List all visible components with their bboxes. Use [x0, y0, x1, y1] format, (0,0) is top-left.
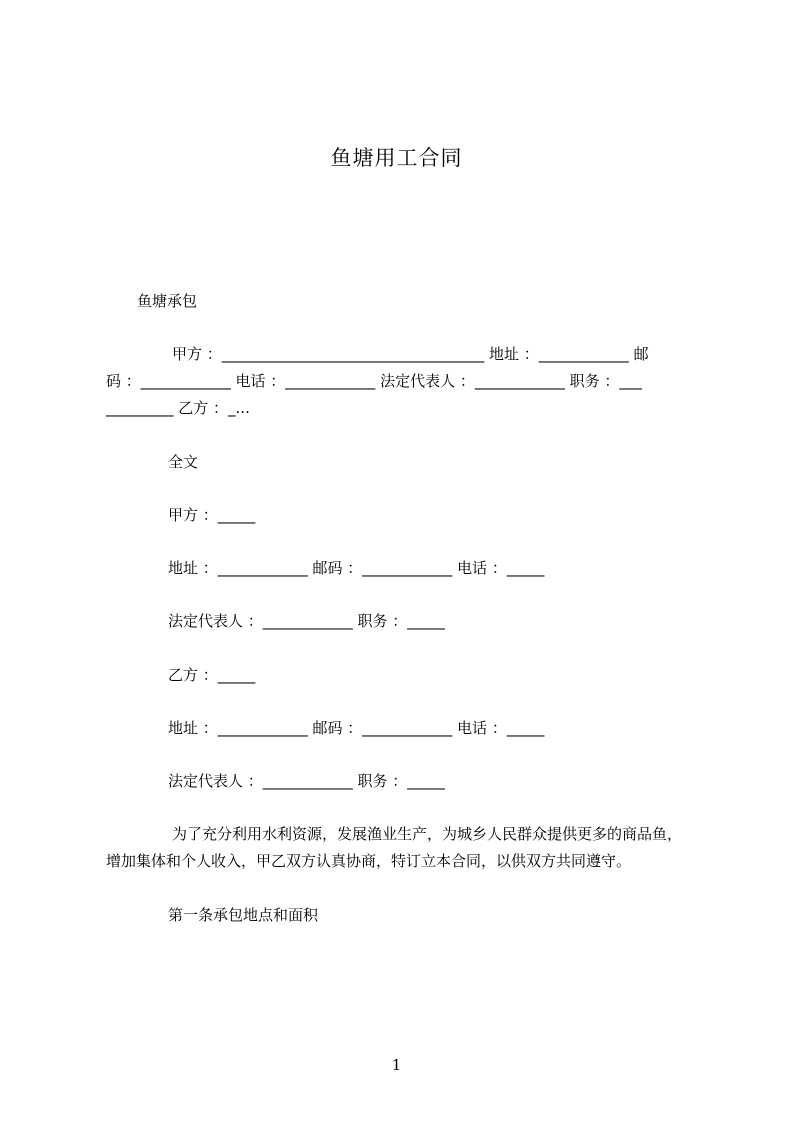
party-a-representative-line: 法定代表人 ：____________ 职务 ：_____	[168, 612, 445, 630]
party-a-summary-line-1: 甲方 ：___________________________________ 地址 ：____________ 邮	[172, 345, 649, 363]
party-a-address-line: 地址 ：____________ 邮码 ：____________ 电话 ：_____	[168, 559, 545, 577]
document-title: 鱼塘用工合同	[330, 146, 463, 170]
party-a-summary-line-2: 码 ：____________ 电话 ：____________ 法定代表人 ：____________ 职务 ：___	[106, 372, 642, 390]
preamble-line-1: 为了充分利用水利资源，发展渔业生产，为城乡人民群众提供更多的商品鱼，	[172, 825, 683, 843]
full-text-heading: 全文	[168, 453, 199, 471]
party-a-field: 甲方 ：_____	[168, 506, 256, 524]
page-number: 1	[391, 1056, 402, 1074]
party-b-address-line: 地址 ：____________ 邮码 ：____________ 电话 ：_____	[168, 719, 545, 737]
preamble-line-2: 增加集体和个人收入，甲乙双方认真协商，特订立本合同，以供双方共同遵守。	[106, 852, 632, 870]
section-heading: 鱼塘承包	[137, 292, 198, 310]
party-b-field: 乙方 ：_____	[168, 666, 256, 684]
party-b-representative-line: 法定代表人 ：____________ 职务 ：_____	[168, 772, 445, 790]
party-a-summary-line-3: _________ 乙方 ：_...	[106, 399, 250, 417]
article-one-heading: 第一条承包地点和面积	[168, 906, 319, 924]
